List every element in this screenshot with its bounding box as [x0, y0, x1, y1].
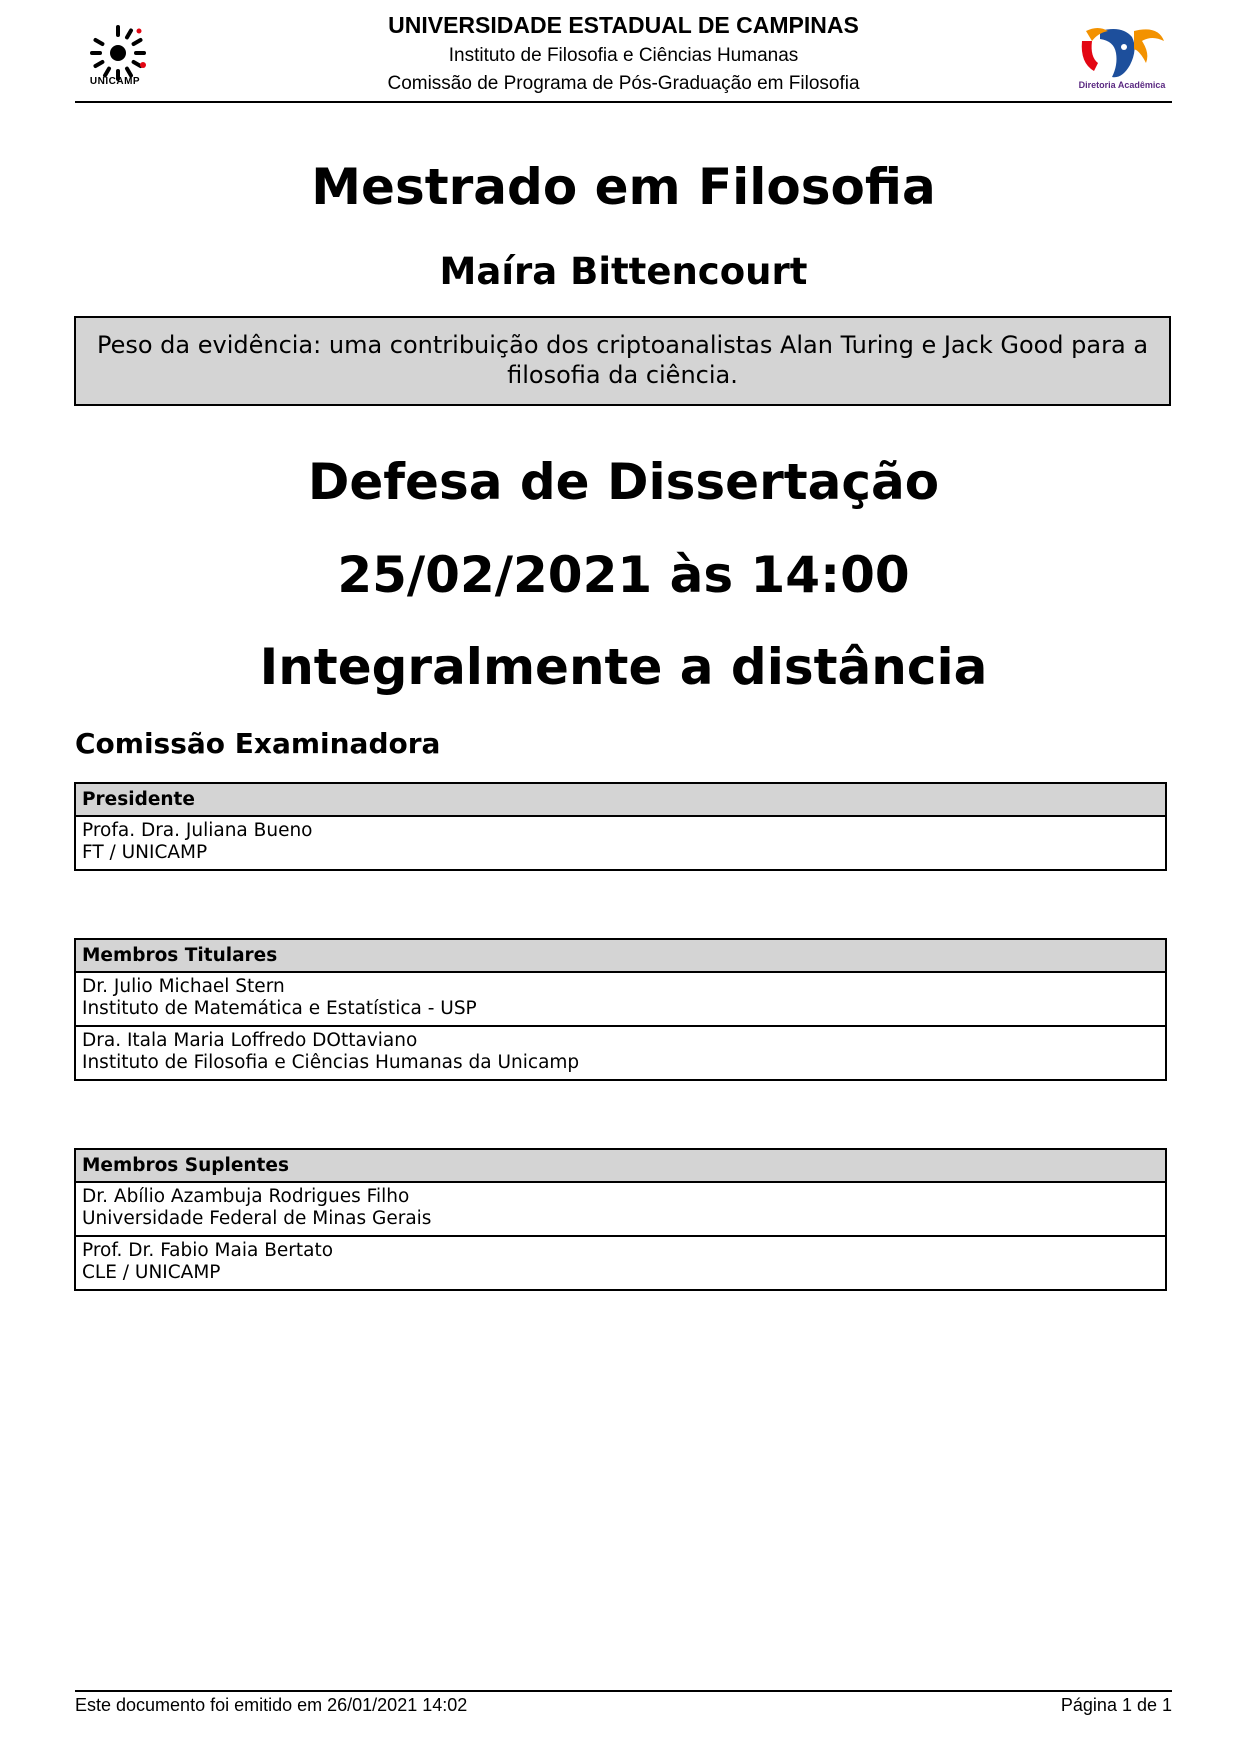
student-name: Maíra Bittencourt	[439, 250, 808, 293]
page-number: Página 1 de 1	[1060, 1695, 1172, 1715]
table-row	[75, 1182, 1166, 1236]
issued-timestamp: Este documento foi emitido em 26/01/2021 14:02	[75, 1695, 468, 1715]
thesis-title-box	[74, 316, 1171, 406]
program-title: Mestrado em Filosofia	[311, 158, 936, 216]
president-table	[74, 782, 1167, 871]
dac-logo-text: Diretoria Acadêmica	[1078, 80, 1166, 90]
president-header: Presidente	[75, 783, 1166, 816]
member-name: Prof. Dr. Fabio Maia Bertato	[82, 1240, 334, 1261]
table-row	[75, 1026, 1166, 1080]
member-name: Dr. Julio Michael Stern	[82, 976, 285, 997]
defense-type: Defesa de Dissertação	[307, 453, 940, 511]
member-affiliation: FT / UNICAMP	[82, 842, 208, 863]
institute-name: Instituto de Filosofia e Ciências Humanas	[448, 45, 799, 66]
member-name: Dra. Itala Maria Loffredo DOttaviano	[82, 1030, 418, 1051]
member-affiliation: Instituto de Matemática e Estatística - USP	[82, 998, 477, 1019]
document-footer	[75, 1690, 1172, 1715]
titulares-table	[74, 938, 1167, 1081]
thesis-title: Peso da evidência: uma contribuição dos criptoanalistas Alan Turing e Jack Good para a filosofia da ciência.	[96, 331, 1149, 389]
document-header	[75, 8, 1172, 103]
member-name: Dr. Abílio Azambuja Rodrigues Filho	[82, 1186, 410, 1207]
table-row	[75, 972, 1166, 1026]
member-affiliation: Instituto de Filosofia e Ciências Humanas da Unicamp	[82, 1052, 580, 1073]
suplentes-header: Membros Suplentes	[75, 1149, 1166, 1182]
unicamp-logo-text: UNICAMP	[89, 76, 141, 87]
table-row	[75, 1236, 1166, 1290]
defense-datetime: 25/02/2021 às 14:00	[337, 546, 910, 604]
member-affiliation: CLE / UNICAMP	[82, 1262, 221, 1283]
table-row	[75, 816, 1166, 870]
commission-name: Comissão de Programa de Pós-Graduação em Filosofia	[387, 73, 860, 94]
member-affiliation: Universidade Federal de Minas Gerais	[82, 1208, 432, 1229]
titulares-header: Membros Titulares	[75, 939, 1166, 972]
committee-heading: Comissão Examinadora	[75, 727, 441, 760]
university-name: UNIVERSIDADE ESTADUAL DE CAMPINAS	[388, 12, 859, 38]
suplentes-table	[74, 1148, 1167, 1291]
defense-mode: Integralmente a distância	[259, 638, 988, 696]
member-name: Profa. Dra. Juliana Bueno	[82, 820, 313, 841]
header-text-block	[255, 8, 992, 98]
